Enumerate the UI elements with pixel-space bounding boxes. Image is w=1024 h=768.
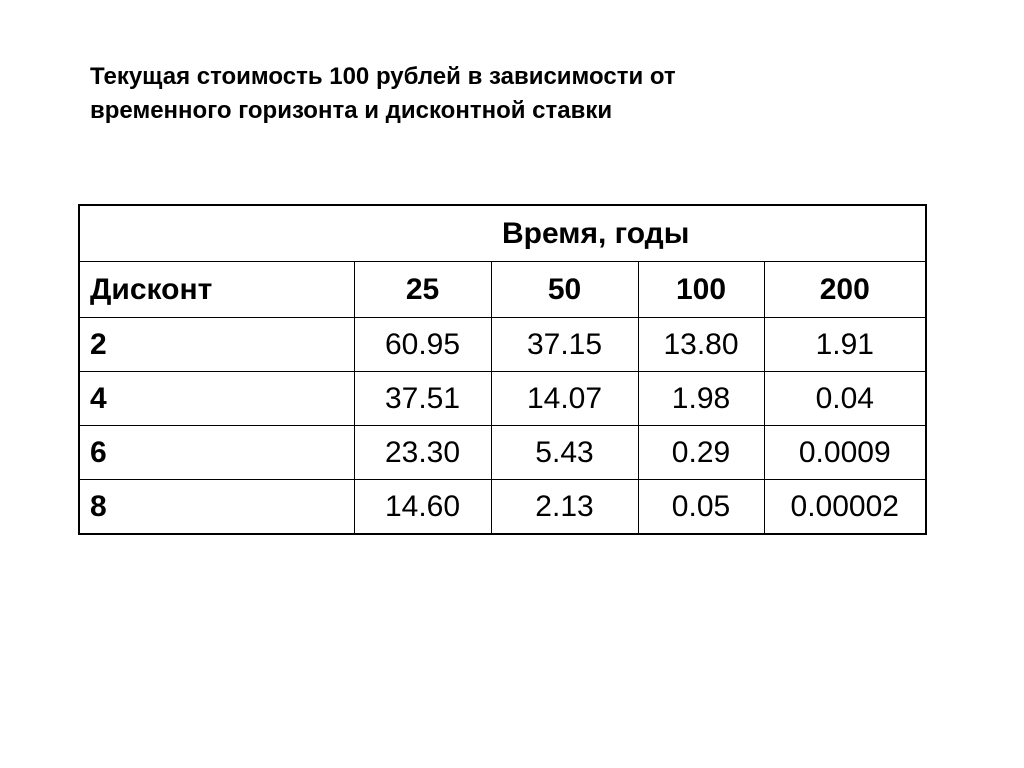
table-row	[79, 318, 926, 372]
span-header-row	[79, 205, 926, 262]
table-cell: 0.0009	[764, 426, 926, 480]
table-cell: 13.80	[638, 318, 764, 372]
present-value-table	[78, 204, 927, 535]
table-cell: 23.30	[354, 426, 491, 480]
discount-rate-cell: 4	[79, 372, 354, 426]
column-header: 25	[354, 262, 491, 318]
table-cell: 14.07	[491, 372, 638, 426]
table-cell: 1.98	[638, 372, 764, 426]
column-header: 50	[491, 262, 638, 318]
title-line-1: Текущая стоимость 100 рублей в зависимости от	[90, 63, 676, 90]
discount-header: Дисконт	[79, 262, 354, 318]
discount-rate-cell: 2	[79, 318, 354, 372]
table-cell: 0.29	[638, 426, 764, 480]
column-header: 100	[638, 262, 764, 318]
table-cell: 60.95	[354, 318, 491, 372]
table-cell: 2.13	[491, 480, 638, 535]
table-cell: 1.91	[764, 318, 926, 372]
discount-rate-cell: 6	[79, 426, 354, 480]
slide-title	[90, 60, 950, 128]
table-row	[79, 426, 926, 480]
table-row	[79, 372, 926, 426]
table-cell: 37.51	[354, 372, 491, 426]
table-cell: 0.00002	[764, 480, 926, 535]
table-row	[79, 480, 926, 535]
table-cell: 0.04	[764, 372, 926, 426]
table-cell: 5.43	[491, 426, 638, 480]
title-line-2: временного горизонта и дисконтной ставки	[90, 97, 613, 124]
table-cell: 37.15	[491, 318, 638, 372]
table-cell: 14.60	[354, 480, 491, 535]
time-years-header: Время, годы	[79, 205, 926, 262]
column-header: 200	[764, 262, 926, 318]
column-header-row	[79, 262, 926, 318]
table-cell: 0.05	[638, 480, 764, 535]
discount-rate-cell: 8	[79, 480, 354, 535]
